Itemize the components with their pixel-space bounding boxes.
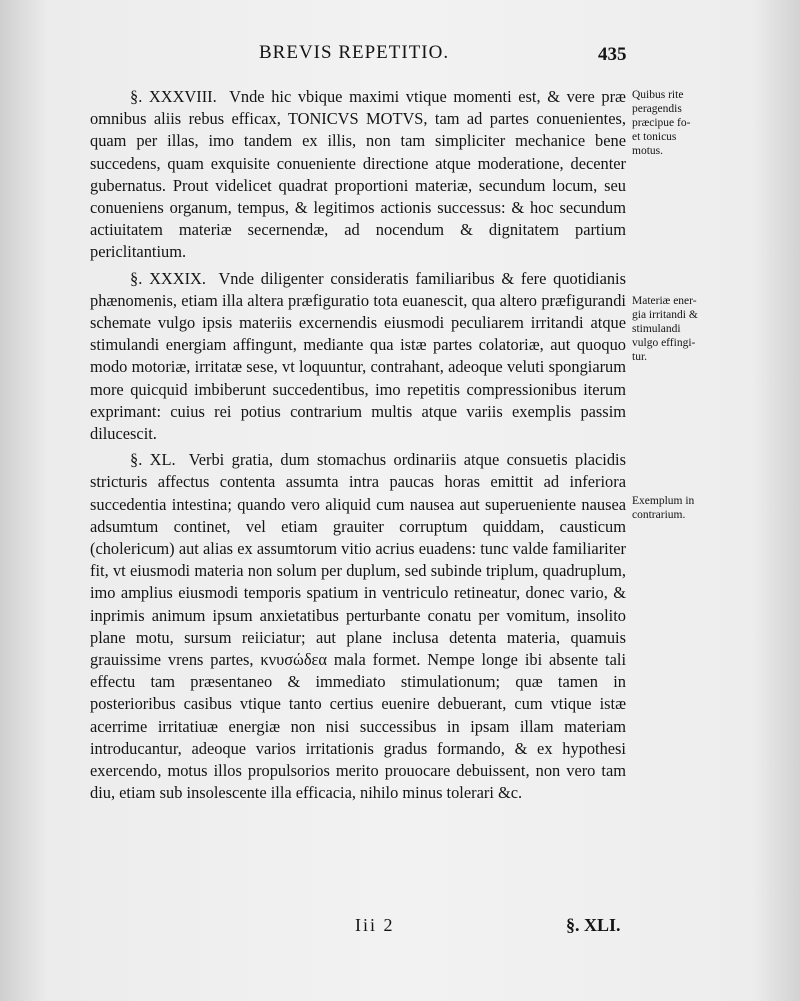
paragraph-text: Vnde diligenter consideratis familiaribus & fere quotidianis phænomenis, etiam illa altera præfiguratio tota euanescit, qua altero præfigurandi schemate vulgo ipsis materiis excernendis eiusmodi peculiarem irritandi atque stimulandi energiam affingunt, mediante qua istæ partes colatoriæ, aut quoquo modo motoriæ, irritatæ sese, vt loquuntur, contrahant, adeoque veluti spongiarum more quicquid imbiberunt succedentibus, imo repetitis compressionibus iterum exprimant: cuius rei potius contrarium multis atque variis exemplis passim dilucescit. <box>90 268 626 444</box>
section-label: §. XXXIX. <box>130 268 206 288</box>
paragraph-text: Verbi gratia, dum stomachus ordinariis atque consuetis placidis stricturis affectus contenta assumta intra paucas horas emittit ad inferiora succedentia intestina; quando vero aliquid cum nausea aut superueniente nausea adsumtum continet, vel etiam grauiter corruptum quiddam, causticum (cholericum) aut alias ex assumtorum vitio acrius euadens: tunc valde familiariter fit, vt eiusmodi materia non solum per duplum, sed subinde triplum, quadruplum, imo amplius eiusmodi temporis spatium in ventriculo retineatur, donec vario, & inprimis animum ipsum anxietatibus perturbante conatu per vomitum, insolito plane motu, sursum reiiciatur; aut plane inclusa detenta materia, quamuis grauissime vrens partes, κνυσώδεα mala formet. Nempe longe ibi absente tali effectu tam præsentaneo & immediato stimulationum; quæ tamen in posterioribus casibus vtique tanto certius euenire debuerant, cum vtique istæ acerrime irritatiuæ energiæ non nisi successibus in ipsam illam materiam introducantur, adeoque varios irritationis gradus formando, & ex hypothesi exercendo, motus illos propulsorios merito prouocare debuissent, non vero tam diu, etiam sub insolescente illa efficacia, nihilo minus tolerari &c. <box>90 450 626 803</box>
page-number: 435 <box>598 44 627 65</box>
paragraph-xxxix <box>90 268 626 446</box>
catchword: §. XLI. <box>566 915 621 935</box>
paragraph-xxxviii <box>90 86 626 264</box>
marginal-note-xxxix: Materiæ ener- gia irritandi & stimulandi vulgo effingi- tur. <box>632 295 698 363</box>
signature-mark: Iii 2 <box>355 915 395 935</box>
section-label: §. XL. <box>130 450 176 470</box>
section-label: §. XXXVIII. <box>130 87 217 106</box>
marginal-note-xxxviii: Quibus rite peragendis præcipue fo- et tonicus motus. <box>632 89 691 157</box>
marginal-note-xl: Exemplum in contrarium. <box>632 495 695 521</box>
paragraph-text: Vnde hic vbique maximi vtique momenti est, & vere præ omnibus aliis rebus efficax, TONICVS MOTVS, tam ad partes conuenientes, quam per illas, imo tandem ex illis, non tam simpliciter mechanice bene succedens, quam exquisite conueniente directione atque moderatione, decenter gubernatus. Prout videlicet quadrat proportioni materiæ, secundum locum, seu conueniens organum, tempus, & legitimos actionis successus: & hoc secundum actiuitatem materiæ secernendæ, ad nocendum & dignitatem partium periclitantium. <box>90 87 626 262</box>
body-text <box>90 86 626 809</box>
paragraph-xl <box>90 449 626 804</box>
running-head: BREVIS REPETITIO. <box>259 42 450 63</box>
